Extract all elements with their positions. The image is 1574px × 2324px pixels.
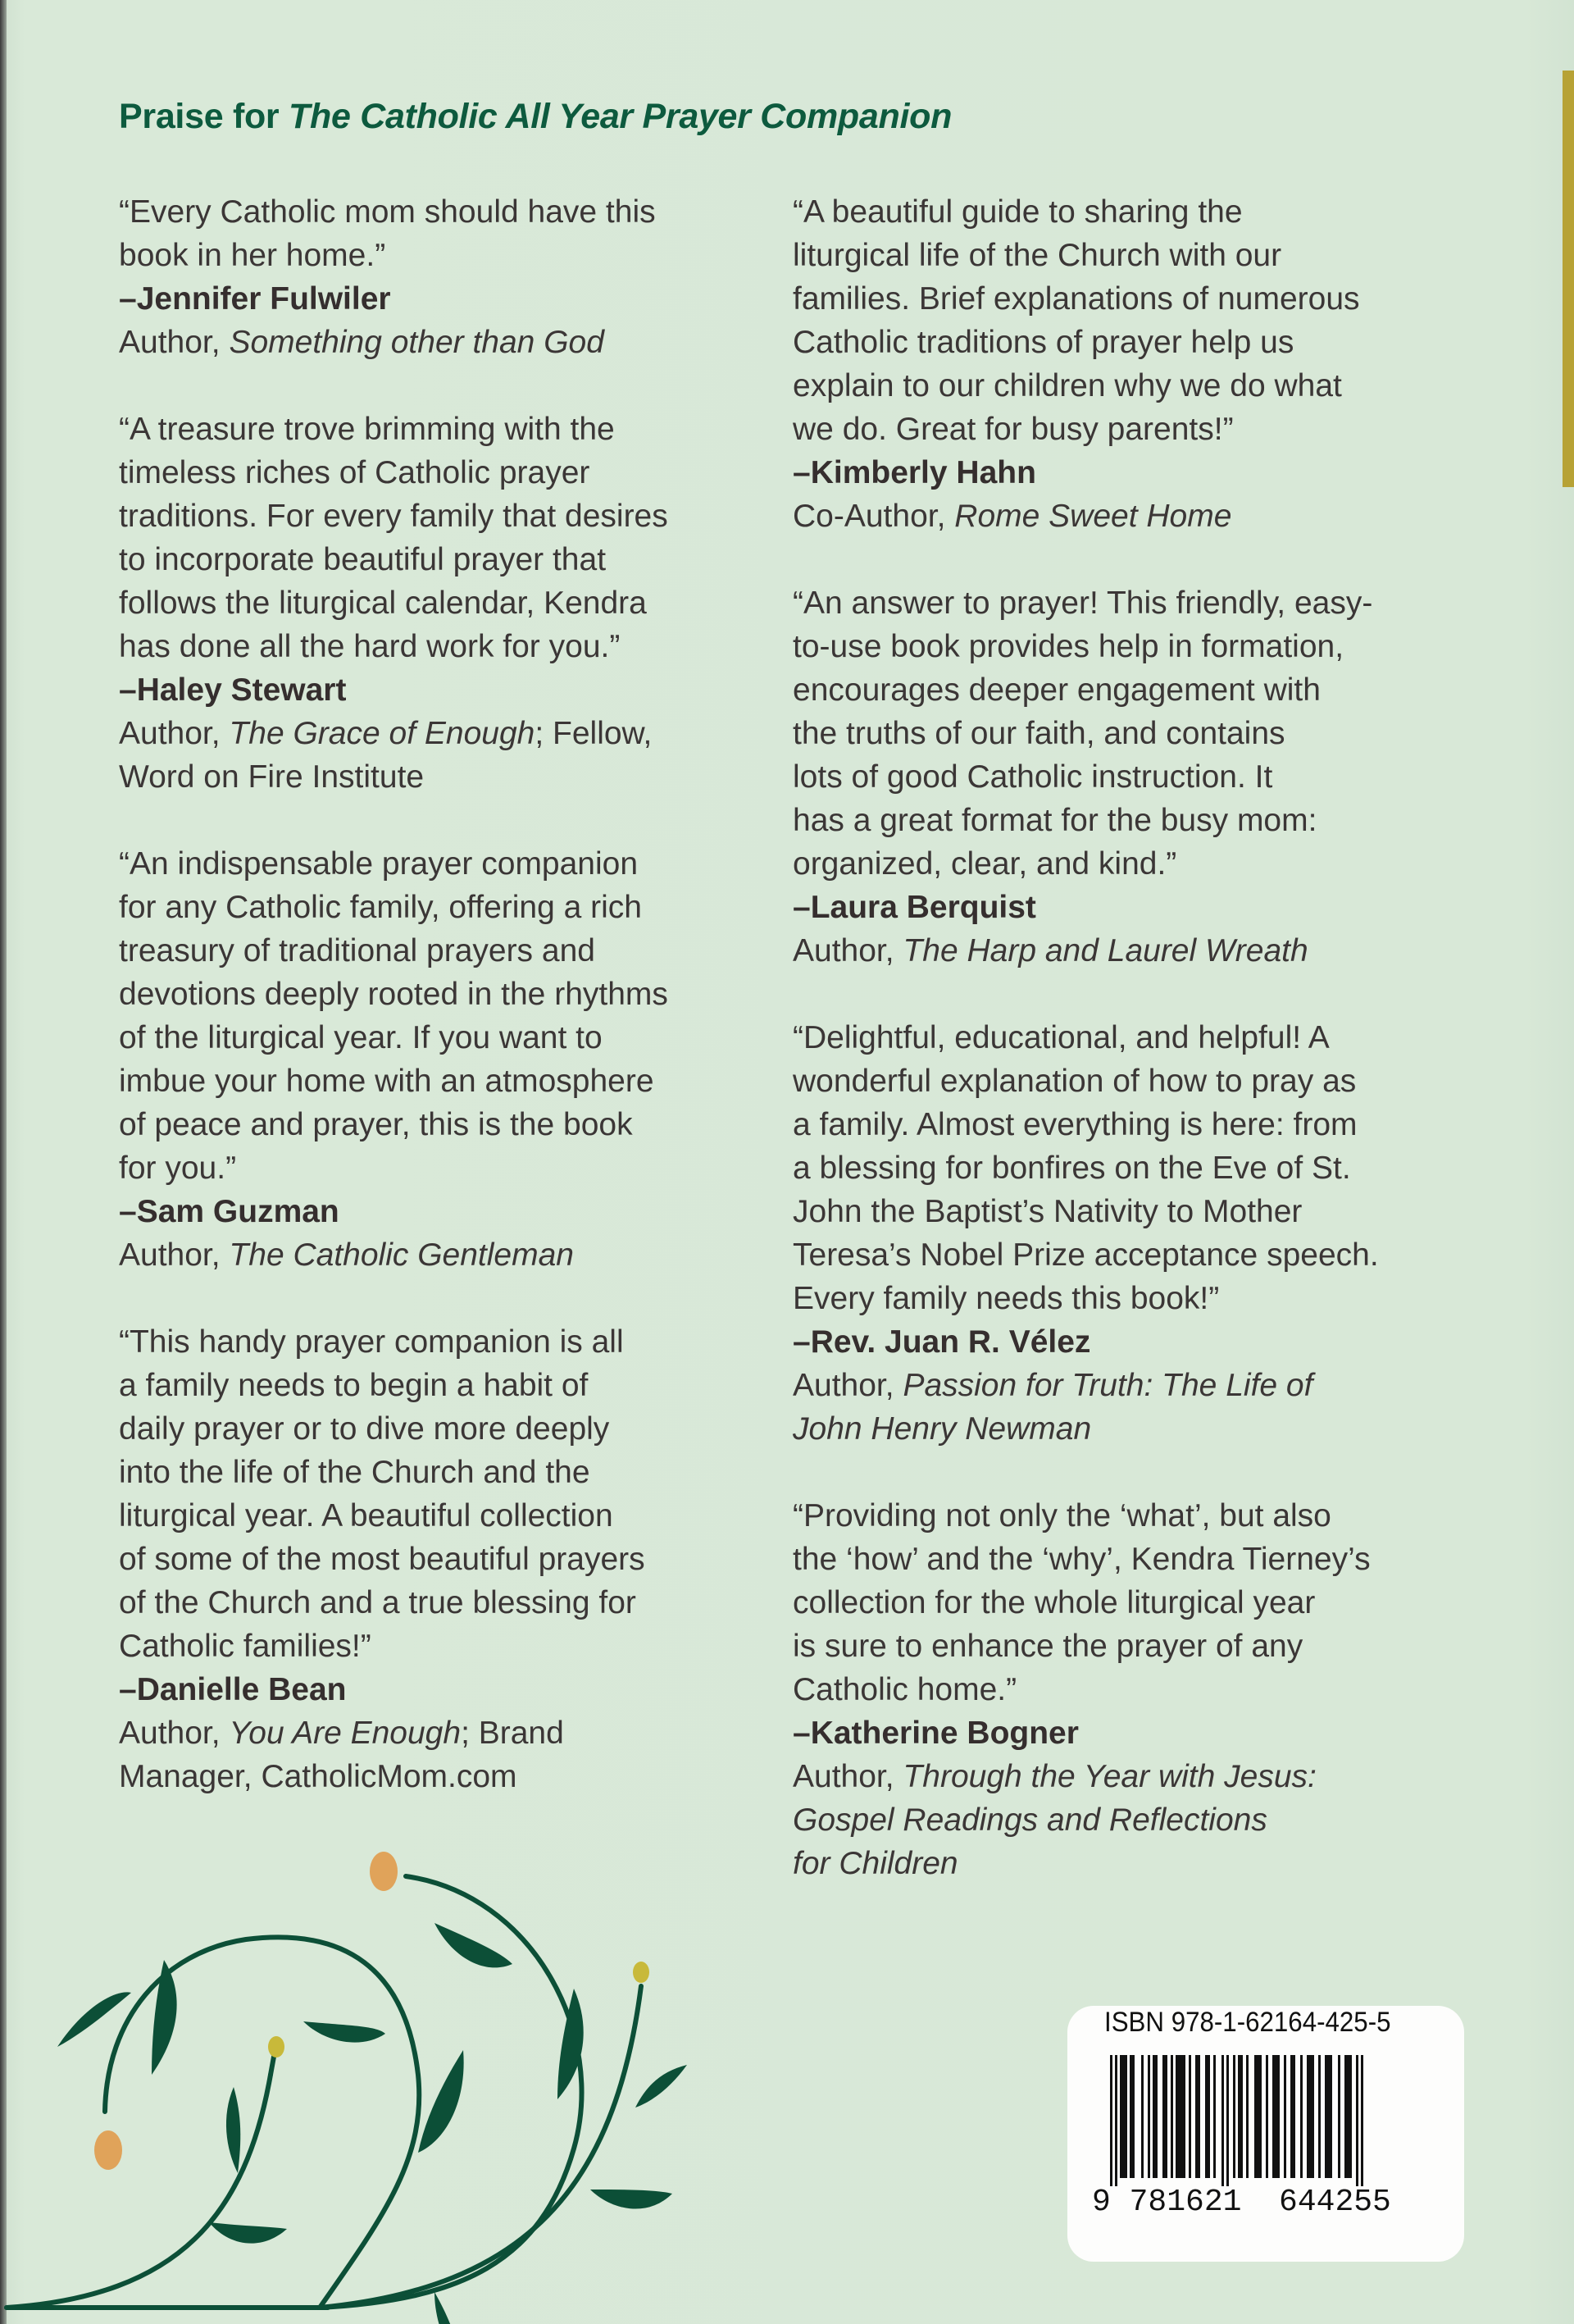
book-title: The Harp and Laurel Wreath xyxy=(903,933,1308,968)
berry-yellow-right xyxy=(633,1962,649,1983)
endorser-credit xyxy=(119,1711,775,1755)
endorser-name: –Katherine Bogner xyxy=(793,1716,1079,1751)
endorser-credit xyxy=(119,1233,775,1277)
quote-line: the ‘how’ and the ‘why’, Kendra Tierney’s xyxy=(793,1542,1371,1577)
isbn-barcode-sticker xyxy=(1067,2006,1464,2262)
quote-line: Every family needs this book!” xyxy=(793,1281,1220,1316)
book-title: You Are Enough xyxy=(229,1716,462,1751)
quote-line: follows the liturgical calendar, Kendra xyxy=(119,586,647,621)
quote-line: of some of the most beautiful prayers xyxy=(119,1542,645,1577)
quote-line: timeless riches of Catholic prayer xyxy=(119,455,590,490)
quote-line: a blessing for bonfires on the Eve of St. xyxy=(793,1151,1351,1186)
credit-text: Co-Author, xyxy=(793,499,955,534)
spine-accent-stripe xyxy=(1563,71,1574,487)
quote-line: is sure to enhance the prayer of any xyxy=(793,1629,1303,1664)
barcode-icon xyxy=(1110,2055,1371,2186)
credit-text: Word on Fire Institute xyxy=(119,759,425,795)
quote-line: has done all the hard work for you.” xyxy=(119,629,621,664)
endorser-credit xyxy=(793,494,1449,538)
quote-line: has a great format for the busy mom: xyxy=(793,803,1317,838)
endorser-credit xyxy=(793,1755,1449,1798)
endorser-credit xyxy=(793,1798,1449,1842)
quote-line: “Providing not only the ‘what’, but also xyxy=(793,1498,1331,1533)
quote-line: encourages deeper engagement with xyxy=(793,672,1321,708)
endorser-credit xyxy=(793,1407,1449,1451)
berry-yellow-mid xyxy=(268,2036,284,2057)
book-title: Something other than God xyxy=(229,325,604,360)
credit-text: Author, xyxy=(119,1716,230,1751)
book-title: Through the Year with Jesus: xyxy=(903,1759,1317,1794)
quote-line: book in her home.” xyxy=(119,238,386,273)
credit-text: ; Brand xyxy=(461,1716,564,1751)
quote-line: a family. Almost everything is here: from xyxy=(793,1107,1358,1142)
quote-line: Catholic home.” xyxy=(793,1672,1017,1707)
book-title: The Grace of Enough xyxy=(229,716,535,751)
praise-blurb xyxy=(119,1320,775,1798)
endorser-name: –Sam Guzman xyxy=(119,1194,339,1229)
endorser-name: –Haley Stewart xyxy=(119,672,347,708)
praise-heading xyxy=(119,97,952,137)
book-title: Gospel Readings and Reflections xyxy=(793,1802,1267,1838)
quote-line: into the life of the Church and the xyxy=(119,1455,590,1490)
quote-line: organized, clear, and kind.” xyxy=(793,846,1177,882)
endorser-credit xyxy=(793,1842,1449,1885)
praise-blurb xyxy=(793,190,1449,538)
quote-line: daily prayer or to dive more deeply xyxy=(119,1411,610,1447)
quote-line: treasury of traditional prayers and xyxy=(119,933,595,968)
quote-line: imbue your home with an atmosphere xyxy=(119,1064,654,1099)
quote-line: of peace and prayer, this is the book xyxy=(119,1107,633,1142)
quote-line: Teresa’s Nobel Prize acceptance speech. xyxy=(793,1237,1379,1273)
quote-line: “A treasure trove brimming with the xyxy=(119,412,615,447)
credit-text: ; Fellow, xyxy=(535,716,653,751)
quote-line: a family needs to begin a habit of xyxy=(119,1368,589,1403)
leaf-icons xyxy=(57,1923,687,2324)
quote-line: collection for the whole liturgical year xyxy=(793,1585,1316,1620)
heading-book-title: The Catholic All Year Prayer Companion xyxy=(289,97,953,136)
credit-text: Author, xyxy=(793,933,903,968)
quote-line: devotions deeply rooted in the rhythms xyxy=(119,977,668,1012)
book-title: for Children xyxy=(793,1846,958,1881)
praise-blurb xyxy=(793,1494,1449,1885)
quote-line: wonderful explanation of how to pray as xyxy=(793,1064,1357,1099)
isbn-label: ISBN 978-1-62164-425-5 xyxy=(1104,2007,1391,2038)
quote-line: “A beautiful guide to sharing the xyxy=(793,194,1243,230)
praise-blurb xyxy=(793,1016,1449,1451)
credit-text: Manager, CatholicMom.com xyxy=(119,1759,517,1794)
quote-line: liturgical life of the Church with our xyxy=(793,238,1282,273)
berry-orange-top xyxy=(370,1852,398,1891)
book-title: Passion for Truth: The Life of xyxy=(903,1368,1313,1403)
quote-line: “An indispensable prayer companion xyxy=(119,846,639,882)
quote-line: John the Baptist’s Nativity to Mother xyxy=(793,1194,1303,1229)
quote-line: to incorporate beautiful prayer that xyxy=(119,542,607,577)
endorser-credit xyxy=(119,712,775,755)
quote-line: we do. Great for busy parents!” xyxy=(793,412,1234,447)
credit-text: Author, xyxy=(793,1759,903,1794)
endorser-credit xyxy=(119,321,775,364)
quote-line: for any Catholic family, offering a rich xyxy=(119,890,642,925)
quote-line: for you.” xyxy=(119,1151,237,1186)
quote-line: to-use book provides help in formation, xyxy=(793,629,1344,664)
credit-text: Author, xyxy=(793,1368,903,1403)
quote-line: explain to our children why we do what xyxy=(793,368,1342,403)
quote-line: “Every Catholic mom should have this xyxy=(119,194,656,230)
endorser-credit xyxy=(119,755,775,799)
credit-text: Author, xyxy=(119,716,230,751)
blurbs-left-column xyxy=(119,190,775,1842)
book-title: John Henry Newman xyxy=(793,1411,1092,1447)
quote-line: of the liturgical year. If you want to xyxy=(119,1020,603,1055)
quote-line: “An answer to prayer! This friendly, easy- xyxy=(793,586,1373,621)
ean-digits: 9 781621 644255 xyxy=(1092,2185,1391,2220)
quote-line: lots of good Catholic instruction. It xyxy=(793,759,1273,795)
quote-line: the truths of our faith, and contains xyxy=(793,716,1285,751)
endorser-credit xyxy=(119,1755,775,1798)
praise-blurb xyxy=(793,581,1449,973)
praise-blurb xyxy=(119,190,775,364)
praise-blurb xyxy=(119,408,775,799)
quote-line: “This handy prayer companion is all xyxy=(119,1324,624,1360)
endorser-credit xyxy=(793,1364,1449,1407)
heading-prefix: Praise for xyxy=(119,97,289,136)
quote-line: of the Church and a true blessing for xyxy=(119,1585,636,1620)
credit-text: Author, xyxy=(119,325,230,360)
endorser-name: –Rev. Juan R. Vélez xyxy=(793,1324,1091,1360)
endorser-name: –Danielle Bean xyxy=(119,1672,347,1707)
quote-line: Catholic traditions of prayer help us xyxy=(793,325,1294,360)
quote-line: liturgical year. A beautiful collection xyxy=(119,1498,613,1533)
berry-orange-left xyxy=(94,2130,122,2170)
quote-line: Catholic families!” xyxy=(119,1629,371,1664)
blurbs-right-column xyxy=(793,190,1449,1929)
credit-text: Author, xyxy=(119,1237,230,1273)
vine-leaves-illustration xyxy=(0,1804,738,2324)
endorser-name: –Laura Berquist xyxy=(793,890,1036,925)
praise-blurb xyxy=(119,842,775,1277)
endorser-name: –Jennifer Fulwiler xyxy=(119,281,391,317)
endorser-credit xyxy=(793,929,1449,973)
book-title: The Catholic Gentleman xyxy=(229,1237,574,1273)
quote-line: “Delightful, educational, and helpful! A xyxy=(793,1020,1330,1055)
endorser-name: –Kimberly Hahn xyxy=(793,455,1036,490)
book-title: Rome Sweet Home xyxy=(954,499,1232,534)
quote-line: families. Brief explanations of numerous xyxy=(793,281,1360,317)
quote-line: traditions. For every family that desires xyxy=(119,499,668,534)
